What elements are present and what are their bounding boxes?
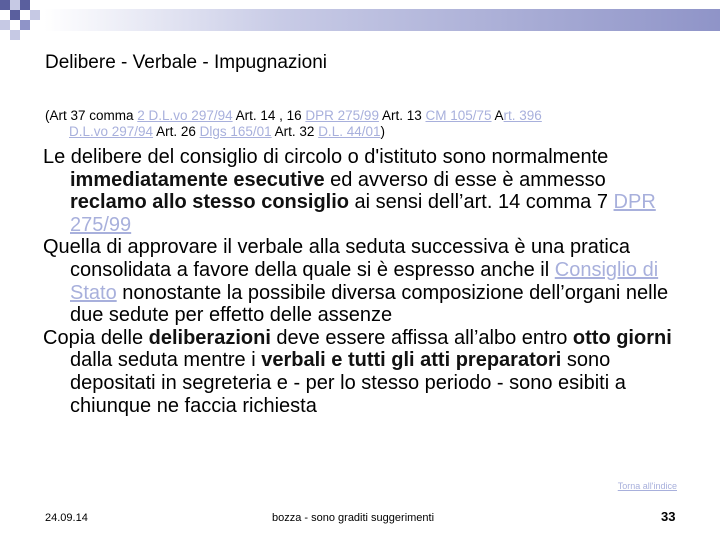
footer-date: 24.09.14 [45,512,88,524]
text: Le delibere del consiglio di circolo o d'istituto sono normalmente [43,146,609,168]
ref-link-dlvo-297-94[interactable]: 2 D.L.vo 297/94 [137,108,233,123]
ref-link-dpr-275-99[interactable]: DPR 275/99 [305,108,379,123]
text: Copia delle [43,326,149,349]
text: nonostante la possibile diversa composizione dell’organi nelle due sedute per effetto delle assenze [70,281,669,327]
page-number: 33 [661,509,676,524]
text: ed avverso di esse è ammesso [324,168,606,191]
text: deve essere affissa all’albo entro [270,326,573,349]
refs-text: Art. 14 , 16 [232,108,306,123]
ref-link-cm-105-75[interactable]: CM 105/75 [425,108,492,123]
text: dalla seduta mentre i [70,349,262,372]
ref-link-dlgs-165-01[interactable]: Dlgs 165/01 [199,124,272,139]
bold-text: immediatamente esecutive [70,168,325,191]
paragraph-copia [43,327,683,417]
deco-square [30,10,40,20]
deco-square [0,0,10,10]
refs-text: Art. 13 [378,108,426,123]
header-decoration [0,0,720,40]
deco-square [20,20,30,30]
paragraph-verbale [43,236,683,326]
slide-body [43,146,683,417]
text: sono depositati in segreteria e - per lo stesso periodo - sono esibiti a chiunque ne faccia richiesta [70,349,626,417]
refs-close: ) [380,124,385,139]
deco-square [0,20,10,30]
back-to-index-link[interactable]: Torna all'indice [617,481,677,491]
deco-square [10,0,20,10]
deco-square [20,0,30,10]
ref-link-dlvo-297-94-b[interactable]: D.L.vo 297/94 [69,124,154,139]
text: ai sensi dell’art. 14 comma 7 [348,191,614,214]
bold-text: verbali e tutti gli atti preparatori [261,349,562,372]
bold-text: reclamo allo stesso consiglio [70,191,349,214]
refs-open: (Art 37 comma [45,108,138,123]
refs-second-line [45,124,675,140]
ref-link-art-396[interactable]: rt. 396 [503,108,542,123]
refs-text: Art. 26 [153,124,200,139]
deco-square [10,10,20,20]
bold-text: deliberazioni [148,326,271,349]
paragraph-delibere [43,146,683,236]
link-dpr-275-99[interactable]: DPR 275/99 [70,191,656,236]
link-consiglio-di-stato[interactable]: Consiglio di Stato [70,258,659,304]
text: Quella di approvare il verbale alla seduta successiva è una pratica consolidata a favore della quale si è espresso anche il [43,236,631,281]
footer-note: bozza - sono graditi suggerimenti [272,512,435,524]
slide-title: Delibere - Verbale - Impugnazioni [45,52,327,73]
refs-text: Art. 32 [271,124,319,139]
legal-references [45,108,675,140]
deco-square [10,30,20,40]
header-band [44,9,720,31]
bold-text: otto giorni [572,326,672,349]
refs-text: A [491,108,504,123]
ref-link-dl-44-01[interactable]: D.L. 44/01 [318,124,381,139]
